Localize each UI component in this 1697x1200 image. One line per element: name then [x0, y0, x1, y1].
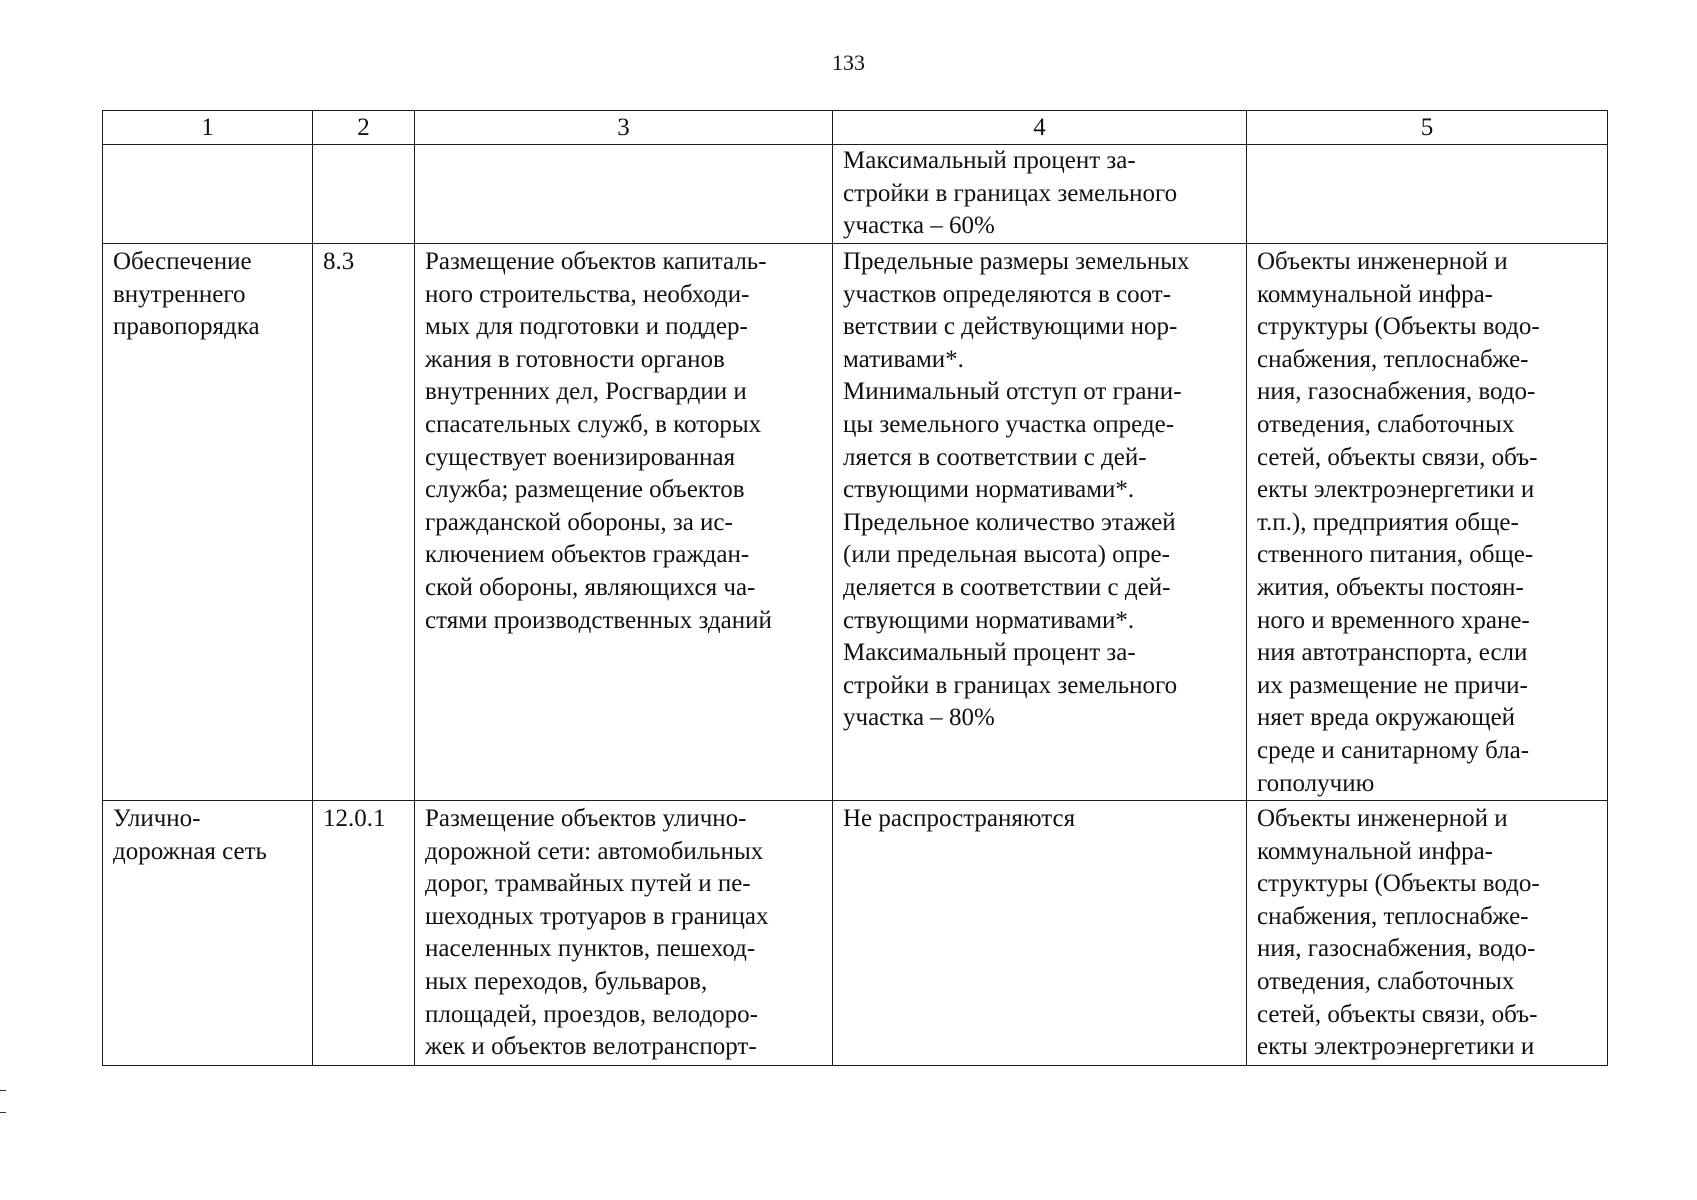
cell-use-description: Размещение объектов улично- дорожной сети: автомобильных дорог, трамвайных путей и пе- шеходных тротуаров в границах населенных пунктов, пешеход- ных переходов, бульваров, площадей, проездов, велодоро- жек и объектов велотранспорт-	[415, 801, 833, 1066]
cell-auxiliary-uses: Объекты инженерной и коммунальной инфра- структуры (Объекты водо- снабжения, теплоснабже- ния, газоснабжения, водо- отведения, слаботочных сетей, объекты связи, объ- екты электроэнергетики и	[1247, 801, 1608, 1066]
cell-use-name: Обеспечение внутреннего правопорядка	[103, 244, 313, 801]
scan-margin-mark	[0, 1090, 6, 1091]
cell-use-parameters: Не распространяются	[833, 801, 1247, 1066]
table-row	[103, 801, 1608, 1066]
table-header-row	[103, 111, 1608, 145]
cell-use-code	[313, 145, 415, 244]
column-header-1: 1	[103, 111, 313, 145]
column-header-3: 3	[415, 111, 833, 145]
column-header-5: 5	[1247, 111, 1608, 145]
scan-margin-mark	[0, 1112, 6, 1113]
cell-use-name: Улично- дорожная сеть	[103, 801, 313, 1066]
cell-auxiliary-uses	[1247, 145, 1608, 244]
cell-use-name	[103, 145, 313, 244]
table-row	[103, 145, 1608, 244]
cell-auxiliary-uses: Объекты инженерной и коммунальной инфра- структуры (Объекты водо- снабжения, теплоснабже- ния, газоснабжения, водо- отведения, слаботочных сетей, объекты связи, объ- екты электроэнергетики и т.п.), предприятия обще- ственного питания, обще- жития, объекты постоян- ного и временного хране- ния автотранспорта, если их размещение не причи- няет вреда окружающей среде и санитарному бла- гополучию	[1247, 244, 1608, 801]
table-row	[103, 244, 1608, 801]
column-header-4: 4	[833, 111, 1247, 145]
cell-use-description: Размещение объектов капиталь- ного строительства, необходи- мых для подготовки и поддер- жания в готовности органов внутренних дел, Росгвардии и спасательных служб, в которых существует военизированная служба; размещение объектов гражданской обороны, за ис- ключением объектов граждан- ской обороны, являющихся ча- стями производственных зданий	[415, 244, 833, 801]
cell-use-code: 8.3	[313, 244, 415, 801]
page-number: 133	[832, 50, 865, 75]
land-use-table	[102, 110, 1608, 1066]
cell-use-parameters: Максимальный процент за- стройки в границах земельного участка – 60%	[833, 145, 1247, 244]
cell-use-code: 12.0.1	[313, 801, 415, 1066]
cell-use-parameters: Предельные размеры земельных участков определяются в соот- ветствии с действующими нор- мативами*. Минимальный отступ от грани- цы земельного участка опреде- ляется в соответствии с дей- ствующими нормативами*. Предельное количество этажей (или предельная высота) опре- деляется в соответствии с дей- ствующими нормативами*. Максимальный процент за- стройки в границах земельного участка – 80%	[833, 244, 1247, 801]
cell-use-description	[415, 145, 833, 244]
column-header-2: 2	[313, 111, 415, 145]
